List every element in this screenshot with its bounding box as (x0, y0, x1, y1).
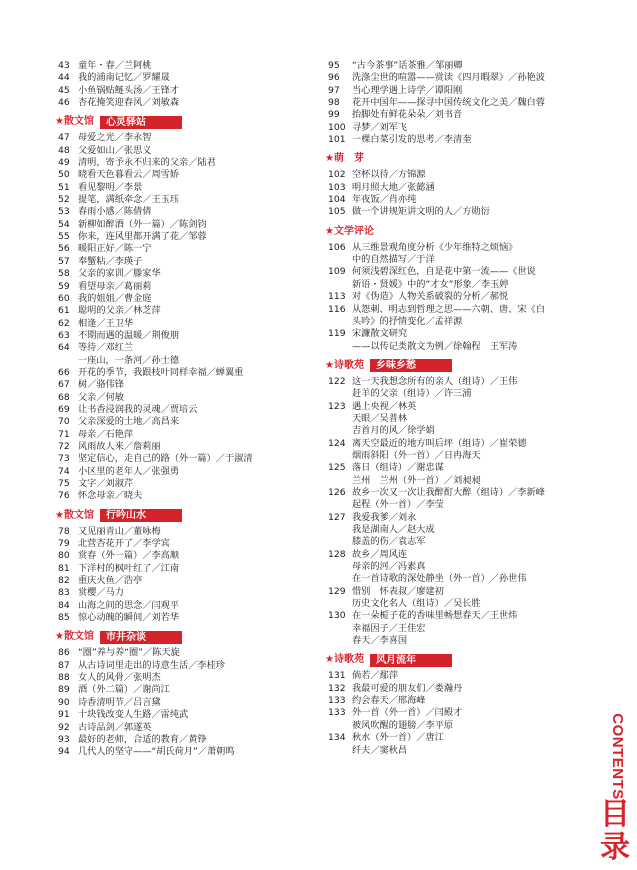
page-number: 94 (58, 746, 70, 758)
entry-title: 让书香浸润我的灵魂／贾培云 (78, 403, 198, 415)
entry-title: 父亲深爱的土地／高昌来 (78, 416, 180, 428)
page-number: 80 (58, 550, 70, 562)
page-number: 68 (58, 391, 70, 403)
toc-entry[interactable] (328, 401, 580, 413)
entry-title: 春雨小感／陈倩倩 (78, 206, 152, 218)
entry-title: 从三维景观角度分析《少年维特之烦恼》 (352, 241, 518, 253)
toc-entry[interactable] (328, 695, 580, 707)
entry-title: 惜别 怀表叔／廖建初 (352, 585, 444, 597)
entry-title: 母爱之光／李永智 (78, 132, 152, 144)
entry-title: 酒（外二篇）／谢尚江 (78, 684, 170, 696)
entry-title: 奉蟹粘／李瑛子 (78, 255, 143, 267)
toc-entry[interactable] (58, 453, 326, 465)
entry-title: 新柳如醉酒（外一篇）／陈剑钧 (78, 218, 207, 230)
toc-entry[interactable] (328, 304, 580, 316)
contents-chinese-label (598, 798, 632, 864)
toc-subentry[interactable]: 赶羊的父亲（组诗）／许三浦 (352, 388, 472, 400)
page-number: 45 (58, 84, 70, 96)
toc-entry[interactable] (328, 707, 580, 719)
page-number: 99 (328, 109, 340, 121)
entry-title: 看见黎明／李景 (78, 181, 143, 193)
toc-entry[interactable] (328, 85, 580, 97)
entry-title: 提笔，满纸牵念／王玉珏 (78, 194, 180, 206)
entry-title: 暖阳正好／陈一宁 (78, 243, 152, 255)
page-number: 119 (328, 328, 346, 340)
toc-entry[interactable] (328, 194, 580, 206)
page-number: 57 (58, 255, 70, 267)
entry-title: 花开中国年——探寻中国传统文化之美／魏白蓉 (352, 97, 545, 109)
entry-title: 明月照大地／张懿涵 (352, 181, 435, 193)
toc-entry[interactable] (328, 670, 580, 682)
page-number: 88 (58, 672, 70, 684)
entry-title: 何须浅碧深红色，自是花中第一流——《世说 (352, 266, 536, 278)
toc-entry[interactable] (328, 549, 580, 561)
toc-entry[interactable] (58, 526, 326, 538)
toc-entry[interactable] (58, 660, 326, 672)
toc-subentry[interactable]: 历史文化名人（组诗）／吴长胜 (352, 598, 481, 610)
page-number: 67 (58, 379, 70, 391)
page-number: 46 (58, 97, 70, 109)
entry-title: 外一首（外一首）／闫殿才 (352, 707, 463, 719)
toc-entry[interactable] (58, 709, 326, 721)
toc-subentry[interactable]: 烟雨斜阳（外一首）／日冉海天 (352, 449, 481, 461)
toc-entry[interactable] (328, 60, 580, 72)
entry-title: 十块钱改变人生路／雷纯武 (78, 709, 189, 721)
toc-subentry[interactable]: 幸福因子／王佳宏 (352, 622, 426, 634)
entry-title: 从古诗词里走出的诗意生活／李桂珍 (78, 659, 225, 671)
toc-subentry[interactable]: 膝盖的伤／袁志军 (352, 536, 426, 548)
entry-title: 我爱我爹／刘永 (352, 511, 417, 523)
entry-title: 重庆火鱼／浩亭 (78, 575, 143, 587)
page-number: 123 (328, 400, 346, 412)
toc-subentry[interactable]: 起程（外一首）／李莹 (352, 499, 444, 511)
page-number: 113 (328, 291, 346, 303)
page-number: 58 (58, 268, 70, 280)
page-number: 91 (58, 709, 70, 721)
toc-entry[interactable] (58, 466, 326, 478)
entry-title: 小区里的老年人／张强勇 (78, 465, 180, 477)
entry-title: 坚定信心，走自己的路（外一篇）／于淑清 (78, 453, 253, 465)
page-number: 116 (328, 303, 346, 315)
page-number: 82 (58, 575, 70, 587)
page-number: 74 (58, 465, 70, 477)
page-number: 90 (58, 696, 70, 708)
toc-entry[interactable] (58, 379, 326, 391)
entry-title: 从怨刺、明志到哲理之思——六朝、唐、宋《白 (352, 303, 545, 315)
entry-title: 童年・春／兰阿桃 (78, 60, 152, 71)
page-number: 63 (58, 329, 70, 341)
section-name-band: 行吟山水 (100, 509, 182, 522)
contents-english-label (604, 713, 626, 800)
entry-title: 赏春（外一篇）／李高顺 (78, 550, 180, 562)
page-number: 126 (328, 486, 346, 498)
section-header (325, 359, 580, 373)
toc-entry[interactable] (58, 429, 326, 441)
section-name-band: 风月流年 (370, 654, 452, 667)
section-header (55, 115, 326, 129)
entry-title: 相逢／王卫华 (78, 317, 134, 329)
entry-title: 你来，连风里都开满了花／邹蓉 (78, 231, 207, 243)
page-number: 125 (328, 462, 346, 474)
page-number: 78 (58, 525, 70, 537)
entry-title: 约会春天／邢海峰 (352, 695, 426, 707)
page-number: 97 (328, 84, 340, 96)
toc-subentry[interactable]: 吉首月的风／徐学娟 (352, 425, 435, 437)
toc-entry[interactable] (58, 563, 326, 575)
toc-entry[interactable] (58, 243, 326, 255)
toc-entry[interactable] (58, 293, 326, 305)
page-number: 100 (328, 121, 346, 133)
toc-entry[interactable] (58, 72, 326, 84)
page-number: 122 (328, 375, 346, 387)
toc-subentry[interactable]: 中的自然描写／于洋 (352, 254, 435, 266)
entry-title: 下洋村的枫叶红了／江南 (78, 562, 180, 574)
entry-title: 我的浦南记忆／罗耀晟 (78, 72, 170, 84)
entry-title: 一棵白菜引发的思考／李清奎 (352, 134, 472, 146)
toc-entry[interactable] (58, 169, 326, 181)
entry-title: 聪明的父亲／林芝萍 (78, 305, 161, 317)
page-number: 62 (58, 317, 70, 329)
entry-title: 父爱如山／张思义 (78, 144, 152, 156)
section-name-band: 乡味乡愁 (370, 359, 452, 372)
toc-entry[interactable] (58, 404, 326, 416)
page-number: 76 (58, 490, 70, 502)
toc-entry[interactable] (328, 72, 580, 84)
page-number: 83 (58, 587, 70, 599)
page-number: 102 (328, 169, 346, 181)
page-number: 71 (58, 428, 70, 440)
entry-title: 怀念母亲／晓夫 (78, 490, 143, 502)
toc-subentry[interactable]: 母亲的河／冯素真 (352, 561, 426, 573)
toc-entry[interactable] (328, 242, 580, 254)
page-number: 105 (328, 206, 346, 218)
toc-subentry[interactable]: 纤夫／窦秋昌 (352, 744, 408, 756)
entry-title: 落日（组诗）／谢忠谋 (352, 462, 444, 474)
toc-entry[interactable] (328, 438, 580, 450)
page-number: 49 (58, 157, 70, 169)
entry-title: 不期而遇的温暖／荆俊朋 (78, 329, 180, 341)
page-number: 60 (58, 292, 70, 304)
page-number: 79 (58, 538, 70, 550)
page-number: 87 (58, 659, 70, 671)
toc-entry[interactable] (58, 612, 326, 624)
page-number: 84 (58, 599, 70, 611)
toc-entry[interactable] (328, 122, 580, 134)
section-category: 诗歌苑 (333, 359, 364, 371)
star-icon: ★ (55, 631, 64, 643)
toc-entry[interactable] (58, 416, 326, 428)
toc-entry[interactable] (328, 206, 580, 218)
entry-title: 几代人的坚守——“胡氏荷月”／萧朝鸣 (78, 746, 235, 758)
toc-entry[interactable] (328, 512, 580, 524)
toc-entry[interactable] (58, 318, 326, 330)
section-header (55, 630, 326, 644)
page-number: 51 (58, 181, 70, 193)
toc-subentry[interactable]: 被风吹醒的翅膀／李平原 (352, 719, 454, 731)
toc-entry[interactable] (58, 281, 326, 293)
toc-entry[interactable] (328, 182, 580, 194)
entry-title: 母亲／石艳萍 (78, 428, 134, 440)
star-icon: ★ (55, 116, 64, 128)
toc-subentry[interactable]: ——以传记类散文为例／徐翰程 王军涛 (352, 340, 518, 352)
toc-entry[interactable] (328, 376, 580, 388)
entry-title: 对《伪造》人物关系破裂的分析／郝悦 (352, 291, 509, 303)
toc-subentry[interactable]: 在一首诗歌的深处静坐（外一首）／孙世伟 (352, 573, 527, 585)
page-number: 133 (328, 707, 346, 719)
toc-entry[interactable] (58, 182, 326, 194)
toc-entry[interactable] (58, 219, 326, 231)
toc-subentry[interactable]: 春天／李喜国 (352, 635, 408, 647)
page-number: 72 (58, 440, 70, 452)
toc-entry[interactable] (328, 683, 580, 695)
toc-entry[interactable] (58, 734, 326, 746)
toc-entry[interactable] (58, 60, 326, 72)
entry-title: 开花的季节，我跟枝叶同样幸福／蝉翼重 (78, 366, 244, 378)
toc-entry[interactable] (58, 85, 326, 97)
toc-entry[interactable] (58, 441, 326, 453)
star-icon: ★ (325, 654, 334, 666)
section-header (325, 225, 580, 239)
contents-english-text: CONTENTS (608, 713, 626, 800)
page-number: 44 (58, 72, 70, 84)
toc-entry[interactable] (58, 538, 326, 550)
page-number: 98 (328, 97, 340, 109)
toc-entry[interactable] (58, 145, 326, 157)
entry-title: 故乡／周风连 (352, 548, 408, 560)
toc-entry[interactable] (328, 169, 580, 181)
entry-title: 女人的风骨／张明杰 (78, 672, 161, 684)
entry-title: 洗涤尘世的喧嚣——赏读《四月暇翠》／孙艳波 (352, 72, 545, 84)
toc-subentry[interactable]: 新语・贤媛》中的“才女”形象／李玉婷 (352, 278, 509, 290)
toc-entry[interactable] (58, 367, 326, 379)
page-number: 43 (58, 60, 70, 71)
star-icon: ★ (325, 153, 334, 165)
section-category: 文学评论 (333, 225, 374, 237)
page-number: 86 (58, 647, 70, 659)
entry-title: 离天空最近的地方叫后坪（组诗）／崔荣德 (352, 437, 527, 449)
page-number: 61 (58, 305, 70, 317)
section-category: 散文馆 (63, 509, 94, 521)
page-number: 70 (58, 416, 70, 428)
page-number: 124 (328, 437, 346, 449)
section-category: 萌 芽 (333, 153, 364, 165)
page-number: 104 (328, 194, 346, 206)
entry-title: 北营杏花开了／李学宾 (78, 538, 170, 550)
contents-chinese-char-2: 录 (600, 830, 630, 865)
toc-subentry[interactable]: 我是湖南人／赵大成 (352, 524, 435, 535)
toc-entry[interactable] (328, 291, 580, 303)
section-category: 散文馆 (63, 116, 94, 128)
star-icon: ★ (325, 359, 334, 371)
toc-entry[interactable] (58, 647, 326, 659)
toc-entry[interactable] (328, 610, 580, 622)
page-number: 131 (328, 670, 346, 682)
toc-subentry[interactable]: 天眼／吴普林 (352, 412, 408, 424)
entry-title: 我的姐姐／曹金庭 (78, 292, 152, 304)
entry-title: 倘若／鄢萍 (352, 670, 398, 682)
section-category: 散文馆 (63, 631, 94, 643)
toc-entry[interactable] (58, 722, 326, 734)
toc-entry[interactable] (58, 97, 326, 109)
toc-entry[interactable] (328, 266, 580, 278)
entry-title: 看望母亲／葛丽莉 (78, 280, 152, 292)
entry-title: 山海之间的思念／闫观平 (78, 599, 180, 611)
toc-entry[interactable] (58, 330, 326, 342)
page-number: 133 (328, 695, 346, 707)
section-header (55, 509, 326, 523)
toc-entry[interactable] (58, 132, 326, 144)
page-number: 134 (328, 732, 346, 744)
entry-title: 最好的老师，合适的教育／黄铮 (78, 733, 207, 745)
page-number: 54 (58, 218, 70, 230)
toc-subentry[interactable]: 兰州 兰州（外一首）／刘昶昶 (352, 474, 481, 486)
page-number: 75 (58, 478, 70, 489)
page-number: 103 (328, 181, 346, 193)
entry-title: 遇上央视／林英 (352, 400, 417, 412)
entry-title: 杏花掩笑迎春风／刘敏森 (78, 97, 180, 109)
toc-entry[interactable] (58, 550, 326, 562)
page-number: 81 (58, 562, 70, 574)
page-number: 52 (58, 194, 70, 206)
toc-entry[interactable] (58, 206, 326, 218)
toc-entry[interactable] (328, 487, 580, 499)
page-number: 56 (58, 243, 70, 255)
toc-entry[interactable] (328, 586, 580, 598)
page-number: 128 (328, 548, 346, 560)
page-number: 106 (328, 241, 346, 253)
toc-left-column (55, 60, 326, 759)
entry-title: “圈”养与养“圈”／陈天旋 (78, 647, 180, 659)
toc-entry[interactable] (328, 97, 580, 109)
section-header (325, 152, 580, 166)
page-number: 101 (328, 134, 346, 146)
toc-entry[interactable] (58, 587, 326, 599)
entry-title: 宋濂散文研究 (352, 328, 408, 340)
toc-entry[interactable] (58, 746, 326, 758)
page-number: 85 (58, 612, 70, 624)
toc-entry[interactable] (328, 732, 580, 744)
entry-title: 年夜饭／肖亦纯 (352, 194, 417, 206)
section-category: 诗歌苑 (333, 654, 364, 666)
toc-entry[interactable] (328, 462, 580, 474)
star-icon: ★ (325, 225, 334, 237)
toc-entry[interactable] (58, 575, 326, 587)
toc-entry[interactable] (58, 157, 326, 169)
toc-entry[interactable] (58, 256, 326, 268)
toc-entry[interactable] (58, 342, 326, 354)
page-number: 95 (328, 60, 340, 71)
toc-entry[interactable] (58, 392, 326, 404)
entry-title: 秋水（外一首）／唐江 (352, 732, 444, 744)
page-number: 64 (58, 342, 70, 354)
page-number: 55 (58, 231, 70, 243)
entry-title: 抬脚处有鲜花朵朵／刘书音 (352, 109, 463, 121)
toc-entry[interactable] (58, 697, 326, 709)
entry-title: 在一朵栀子花的香味里畅想春天／王世炜 (352, 610, 518, 622)
page-number: 89 (58, 684, 70, 696)
entry-title: 等待／邓红兰 (78, 342, 134, 354)
page-number: 93 (58, 733, 70, 745)
toc-entry[interactable] (58, 684, 326, 696)
page-number: 129 (328, 585, 346, 597)
entry-title: 我最可爱的朋友们／娄瀚丹 (352, 682, 463, 694)
page-number: 50 (58, 169, 70, 181)
toc-entry[interactable] (328, 109, 580, 121)
toc-subentry[interactable]: 头吟》的抒情变化／孟祥源 (352, 315, 463, 327)
section-header (325, 653, 580, 667)
entry-title: 又见丽青山／董咏梅 (78, 525, 161, 537)
page-number: 59 (58, 280, 70, 292)
page-number: 47 (58, 132, 70, 144)
page-number: 73 (58, 453, 70, 465)
entry-title: 这一天我想念所有的亲人（组诗）／王伟 (352, 375, 518, 387)
page-number: 130 (328, 610, 346, 622)
entry-title: 当心理学遇上诗学／谭阳刚 (352, 84, 463, 96)
entry-title: 晓看天色暮看云／周雪娇 (78, 169, 180, 181)
entry-title: 父亲／何敏 (78, 391, 124, 403)
entry-title: 小鱼锅贴鲢头汤／王锋才 (78, 84, 180, 96)
toc-entry[interactable] (58, 305, 326, 317)
entry-title: 古诗品剑／郭遂英 (78, 721, 152, 733)
star-icon: ★ (55, 509, 64, 521)
toc-entry[interactable] (58, 231, 326, 243)
page-number: 109 (328, 266, 346, 278)
page-number: 132 (328, 682, 346, 694)
toc-entry[interactable] (328, 328, 580, 340)
toc-entry[interactable] (58, 268, 326, 280)
toc-entry[interactable] (58, 478, 326, 490)
toc-entry[interactable] (328, 134, 580, 146)
entry-title: “古今茶事”话茶雅／邹丽卿 (352, 60, 463, 71)
page-number: 66 (58, 366, 70, 378)
toc-entry[interactable] (58, 672, 326, 684)
section-name-band: 市井杂谈 (100, 631, 182, 644)
entry-title: 做一个讲规矩讲文明的人／方勋衍 (352, 206, 490, 218)
entry-title: 文字／刘淑芹 (78, 478, 134, 489)
entry-title: 诗香清明节／吕言黛 (78, 696, 161, 708)
toc-right-column (325, 60, 580, 757)
section-name-band: 心灵驿站 (100, 116, 182, 129)
entry-title: 赏樱／马力 (78, 587, 124, 599)
contents-chinese-char-1: 目 (600, 797, 630, 832)
entry-title: 惊心动魄的瞬间／刘若华 (78, 612, 180, 624)
page-number: 69 (58, 403, 70, 415)
entry-title: 树／骆伟锋 (78, 379, 124, 391)
toc-entry[interactable] (58, 490, 326, 502)
entry-title: 故乡一次又一次让我醉酊大醉（组诗）／李新峰 (352, 486, 545, 498)
toc-entry[interactable] (58, 600, 326, 612)
entry-title: 寻梦／刘军飞 (352, 121, 408, 133)
entry-title: 父亲的家训／滕家华 (78, 268, 161, 280)
page-number: 96 (328, 72, 340, 84)
page-number: 48 (58, 144, 70, 156)
page-number: 53 (58, 206, 70, 218)
entry-title: 风雨故人来／詹莉丽 (78, 440, 161, 452)
entry-title: 空杯以待／方锦源 (352, 169, 426, 181)
page-number: 92 (58, 721, 70, 733)
toc-subentry[interactable]: 一座山，一条河／孙士德 (78, 354, 180, 366)
toc-entry[interactable] (58, 194, 326, 206)
page-number: 127 (328, 511, 346, 523)
entry-title: 清明，寄予永不归来的父亲／陆君 (78, 157, 216, 169)
